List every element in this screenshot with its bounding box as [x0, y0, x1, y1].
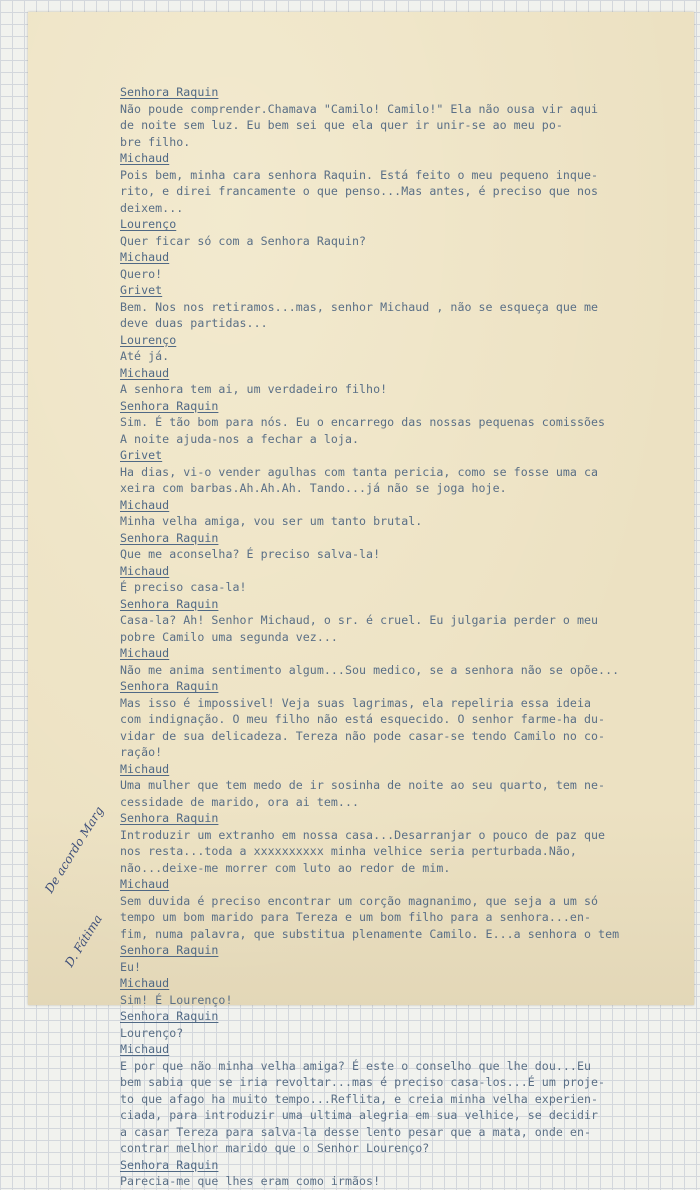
dialogue-line: ração! — [120, 745, 163, 759]
speaker-name: Michaud — [120, 1042, 170, 1056]
dialogue-line: Sim. É tão bom para nós. Eu o encarrego das nossas pequenas comissões — [120, 415, 606, 429]
dialogue-line: cessidade de marido, ora ai tem... — [120, 794, 360, 809]
dialogue-line: Pois bem, minha cara senhora Raquin. Está feito o meu pequeno inque- — [120, 167, 599, 182]
dialogue-line: tempo um bom marido para Tereza e um bom filho para a senhora...en- — [120, 910, 592, 924]
dialogue-line: de noite sem luz. Eu bem sei que ela quer ir unir-se ao meu po- — [120, 118, 563, 132]
dialogue-line: rito, e direi francamente o que penso...Mas antes, é preciso que nos — [120, 184, 599, 198]
dialogue-line: Eu! — [120, 959, 142, 974]
speaker-name: Senhora Raquin — [120, 596, 219, 611]
dialogue-line: Lourenço? — [120, 1025, 184, 1040]
dialogue-line: Bem. Nos nos retiramos...mas, senhor Michaud , não se esqueça que me — [120, 299, 599, 314]
dialogue-line: É preciso casa-la! — [120, 580, 247, 594]
speaker-name: Senhora Raquin — [120, 85, 219, 99]
dialogue-line: Introduzir um extranho em nossa casa...Desarranjar o pouco de paz que — [120, 827, 606, 842]
dialogue-line: xeira com barbas.Ah.Ah.Ah. Tando...já não se joga hoje. — [120, 481, 507, 495]
speaker-name: Michaud — [120, 646, 170, 660]
dialogue-line: bre filho. — [120, 134, 191, 149]
dialogue-line: Casa-la? Ah! Senhor Michaud, o sr. é cruel. Eu julgaria perder o meu — [120, 613, 599, 627]
dialogue-line: Que me aconselha? É preciso salva-la! — [120, 547, 381, 561]
speaker-name: Michaud — [120, 365, 170, 380]
handwritten-note-line-2: D. Fátima — [62, 912, 105, 970]
dialogue-line: Parecia-me que lhes eram como irmãos! — [120, 1174, 381, 1188]
dialogue-line: A noite ajuda-nos a fechar a loja. — [120, 431, 360, 446]
dialogue-line: Mas isso é impossivel! Veja suas lagrimas, ela repeliria essa ideia — [120, 695, 592, 710]
dialogue-line: Não poude comprender.Chamava "Camilo! Camilo!" Ela não ousa vir aqui — [120, 101, 599, 116]
speaker-name: Michaud — [120, 151, 170, 165]
handwritten-note-line-1: De acordo Marg — [42, 804, 107, 896]
speaker-name: Senhora Raquin — [120, 530, 219, 545]
dialogue-line: fim, numa palavra, que substitua plenamente Camilo. E...a senhora o tem — [120, 926, 620, 941]
speaker-name: Michaud — [120, 497, 170, 512]
dialogue-line: contrar melhor marido que o Senhor Lourenço? — [120, 1141, 430, 1155]
speaker-name: Michaud — [120, 563, 170, 578]
dialogue-line: Até já. — [120, 349, 170, 363]
speaker-name: Michaud — [120, 877, 170, 891]
speaker-name: Senhora Raquin — [120, 398, 219, 413]
typed-page — [28, 12, 694, 1188]
dialogue-line: Ha dias, vi-o vender agulhas com tanta pericia, como se fosse uma ca — [120, 464, 599, 479]
dialogue-line: ciada, para introduzir uma ultima alegria em sua velhice, se decidir — [120, 1108, 599, 1122]
speaker-name: Michaud — [120, 250, 170, 264]
script-text — [120, 84, 690, 1190]
dialogue-line: Sim! É Lourenço! — [120, 992, 233, 1007]
dialogue-line: Uma mulher que tem medo de ir sosinha de noite ao seu quarto, tem ne- — [120, 778, 606, 792]
dialogue-line: nos resta...toda a xxxxxxxxxx minha velhice seria perturbada.Não, — [120, 844, 577, 858]
speaker-name: Grivet — [120, 283, 163, 297]
dialogue-line: não...deixe-me morrer com luto ao redor de mim. — [120, 860, 451, 875]
dialogue-line: Quero! — [120, 266, 163, 281]
dialogue-line: a casar Tereza para salva-la desse lento pesar que a mata, onde en- — [120, 1124, 592, 1139]
dialogue-line: Sem duvida é preciso encontrar um corção magnanimo, que seja a um só — [120, 893, 599, 908]
dialogue-line: com indignação. O meu filho não está esquecido. O senhor farme-ha du- — [120, 712, 606, 726]
speaker-name: Michaud — [120, 976, 170, 990]
speaker-name: Senhora Raquin — [120, 1009, 219, 1023]
dialogue-line: deixem... — [120, 200, 184, 215]
speaker-name: Senhora Raquin — [120, 811, 219, 825]
speaker-name: Grivet — [120, 448, 163, 462]
dialogue-line: bem sabia que se iria revoltar...mas é preciso casa-los...É um proje- — [120, 1075, 606, 1089]
dialogue-line: vidar de sua delicadeza. Tereza não pode casar-se tendo Camilo no co- — [120, 728, 606, 743]
dialogue-line: to que afago ha muito tempo...Reflita, e creia minha velha experien- — [120, 1091, 599, 1106]
dialogue-line: pobre Camilo uma segunda vez... — [120, 629, 338, 644]
speaker-name: Senhora Raquin — [120, 679, 219, 693]
speaker-name: Senhora Raquin — [120, 943, 219, 957]
dialogue-line: deve duas partidas... — [120, 316, 268, 330]
dialogue-line: Minha velha amiga, vou ser um tanto brutal. — [120, 514, 423, 528]
speaker-name: Lourenço — [120, 332, 177, 347]
dialogue-line: A senhora tem ai, um verdadeiro filho! — [120, 382, 388, 396]
speaker-name: Senhora Raquin — [120, 1157, 219, 1172]
dialogue-line: Quer ficar só com a Senhora Raquin? — [120, 233, 367, 248]
dialogue-line: Não me anima sentimento algum...Sou medico, se a senhora não se opõe... — [120, 662, 620, 677]
speaker-name: Lourenço — [120, 217, 177, 231]
speaker-name: Michaud — [120, 761, 170, 776]
dialogue-line: E por que não minha velha amiga? É este o conselho que lhe dou...Eu — [120, 1058, 592, 1073]
